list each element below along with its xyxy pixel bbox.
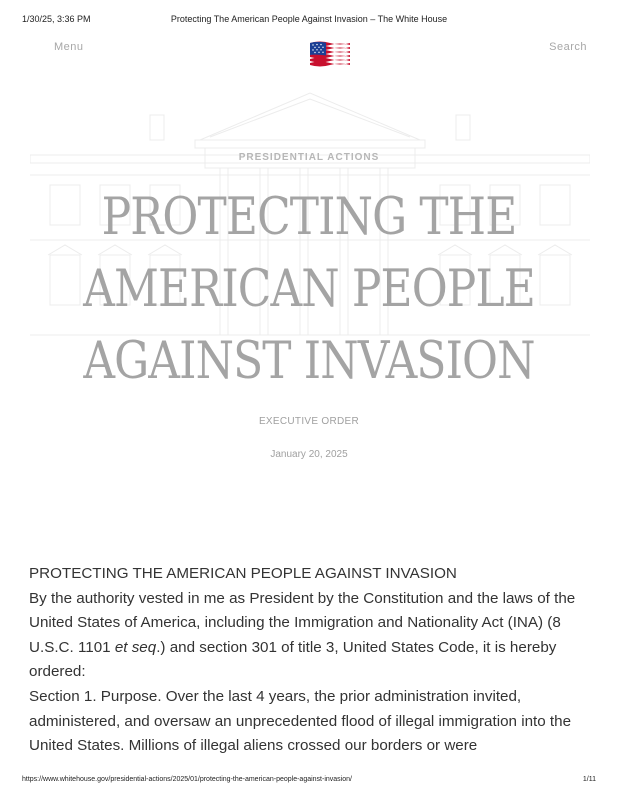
section-kicker[interactable]: PRESIDENTIAL ACTIONS [238,152,380,163]
print-header [22,14,596,28]
print-page-title: Protecting The American People Against Invasion – The White House [170,14,448,24]
article-paragraph: Section 1. Purpose. Over the last 4 years, the prior administration invited, administered, and oversaw an unprecedented flood of illegal immigration into the United States. Millions of illegal aliens crossed our borders or were [29,687,572,755]
print-timestamp: 1/30/25, 3:36 PM [22,14,91,24]
document-type: EXECUTIVE ORDER [258,416,360,427]
print-footer [22,776,596,790]
publish-date: January 20, 2025 [270,449,348,460]
article-paragraph [29,587,594,685]
print-page-number: 1/11 [582,776,596,783]
american-flag-icon[interactable] [308,40,352,70]
article-body [29,562,594,759]
paragraph-text: .) and section 301 of title 3, United States Code, it is hereby ordered: [29,638,557,681]
search-button[interactable]: Search [549,41,587,53]
print-url: https://www.whitehouse.gov/presidential-actions/2025/01/protecting-the-american-people-against-invasion/ [22,776,352,783]
paragraph-text: By the authority vested in me as President by the Constitution and the laws of the United States of America, including the Immigration and Nationality Act (INA) (8 U.S.C. 1101 [29,589,576,656]
page-title: PROTECTING THE AMERICAN PEOPLE AGAINST INVASION [83,188,535,391]
menu-button[interactable]: Menu [54,41,84,53]
paragraph-italic: et seq [114,638,157,656]
article-heading: PROTECTING THE AMERICAN PEOPLE AGAINST INVASION [29,565,457,582]
